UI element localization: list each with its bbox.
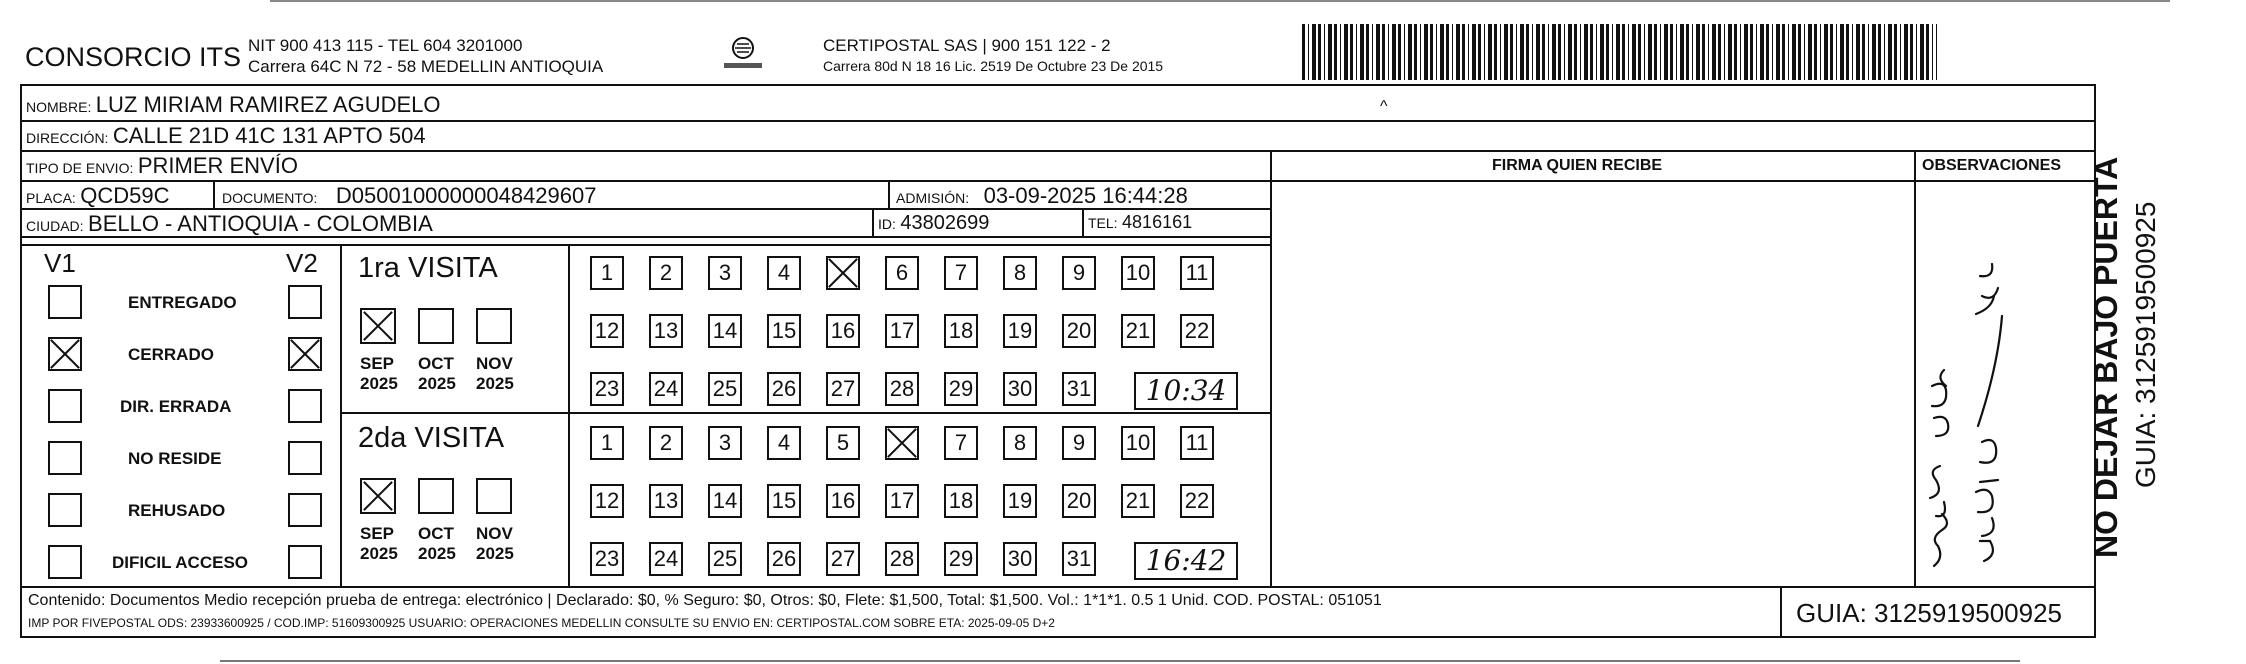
day-8-box[interactable]: 8: [1003, 256, 1037, 290]
day-28-box[interactable]: 28: [885, 542, 919, 576]
month-checkbox[interactable]: [360, 478, 396, 514]
tipo-row: [26, 153, 298, 179]
col-line-tel: [1082, 208, 1084, 236]
day-9-box[interactable]: 9: [1062, 426, 1096, 460]
month-checkbox[interactable]: [476, 308, 512, 344]
day-4-box[interactable]: 4: [767, 426, 801, 460]
ciudad-label: CIUDAD:: [26, 218, 84, 234]
firma-header: FIRMA QUIEN RECIBE: [1492, 157, 1663, 174]
visit-time-box: 10:34: [1134, 372, 1238, 410]
footer-guia: GUIA: 3125919500925: [1796, 598, 2062, 628]
bottom-edge-line: [220, 660, 2020, 662]
day-5-box[interactable]: 5: [826, 426, 860, 460]
month-checkbox[interactable]: [418, 308, 454, 344]
certipostal-logo-icon: [718, 34, 768, 74]
status-label: DIR. ERRADA: [120, 397, 232, 416]
v2-checkbox[interactable]: [288, 493, 322, 527]
day-26-box[interactable]: 26: [767, 372, 801, 406]
direccion-label: DIRECCIÓN:: [26, 130, 109, 146]
day-18-box[interactable]: 18: [944, 484, 978, 518]
day-12-box[interactable]: 12: [590, 484, 624, 518]
company-name: CONSORCIO ITS: [25, 42, 242, 72]
v1-checkbox[interactable]: [48, 545, 82, 579]
month-label: NOV: [476, 354, 513, 373]
day-7-box[interactable]: 7: [944, 256, 978, 290]
year-label: 2025: [418, 374, 456, 393]
day-19-box[interactable]: 19: [1003, 484, 1037, 518]
side-no-dejar: NO DEJAR BAJO PUERTA: [2088, 156, 2124, 558]
tipo-value: PRIMER ENVÍO: [137, 153, 298, 178]
day-1-box[interactable]: 1: [590, 426, 624, 460]
main-frame: [20, 84, 2096, 638]
day-27-box[interactable]: 27: [826, 372, 860, 406]
day-3-box[interactable]: 3: [708, 426, 742, 460]
day-1-box[interactable]: 1: [590, 256, 624, 290]
observaciones-header: OBSERVACIONES: [1922, 157, 2061, 174]
day-3-box[interactable]: 3: [708, 256, 742, 290]
day-13-box[interactable]: 13: [649, 484, 683, 518]
day-14-box[interactable]: 14: [708, 484, 742, 518]
documento-value: D05001000000048429607: [335, 183, 597, 208]
documento-row: [222, 183, 596, 209]
day-26-box[interactable]: 26: [767, 542, 801, 576]
year-label: 2025: [476, 374, 514, 393]
col-line-months: [568, 244, 570, 586]
col-line-status: [340, 244, 342, 586]
visit-title: 2da VISITA: [358, 422, 505, 454]
day-5-box[interactable]: [826, 256, 860, 290]
day-13-box[interactable]: 13: [649, 314, 683, 348]
visit-title: 1ra VISITA: [358, 252, 498, 284]
admision-label: ADMISIÓN:: [896, 190, 970, 206]
nombre-row: [26, 92, 441, 118]
status-label: ENTREGADO: [128, 293, 237, 312]
day-19-box[interactable]: 19: [1003, 314, 1037, 348]
day-9-box[interactable]: 9: [1062, 256, 1096, 290]
day-17-box[interactable]: 17: [885, 314, 919, 348]
v1-header: V1: [44, 248, 76, 278]
day-20-box[interactable]: 20: [1062, 484, 1096, 518]
tel-label: TEL:: [1088, 215, 1118, 231]
day-6-box[interactable]: [885, 426, 919, 460]
day-11-box[interactable]: 11: [1180, 426, 1214, 460]
status-label: DIFICIL ACCESO: [112, 553, 249, 572]
day-2-box[interactable]: 2: [649, 256, 683, 290]
placa-row: [26, 183, 170, 209]
day-22-box[interactable]: 22: [1180, 484, 1214, 518]
col-line-footer-guia: [1780, 586, 1782, 638]
handwritten-observation: [1916, 236, 2026, 576]
day-17-box[interactable]: 17: [885, 484, 919, 518]
footer-line2: IMP POR FIVEPOSTAL ODS: 23933600925 / COD.IMP: 51609300925 USUARIO: OPERACIONES MEDELLIN CONSULTE SU ENVIO EN: CERTIPOSTAL.COM SOBRE ETA: 2025-09-05 D+2: [28, 616, 1055, 630]
nombre-label: NOMBRE:: [26, 99, 92, 115]
company-line2: Carrera 64C N 72 - 58 MEDELLIN ANTIOQUIA: [248, 57, 604, 76]
day-21-box[interactable]: 21: [1121, 314, 1155, 348]
tel-row: [1088, 212, 1192, 233]
v2-checkbox[interactable]: [288, 285, 322, 319]
day-23-box[interactable]: 23: [590, 542, 624, 576]
v1-checkbox[interactable]: [48, 441, 82, 475]
id-row: [878, 212, 989, 235]
day-30-box[interactable]: 30: [1003, 372, 1037, 406]
direccion-row: [26, 123, 426, 149]
day-29-box[interactable]: 29: [944, 372, 978, 406]
day-15-box[interactable]: 15: [767, 314, 801, 348]
month-checkbox[interactable]: [360, 308, 396, 344]
id-value: 43802699: [900, 212, 990, 234]
day-16-box[interactable]: 16: [826, 484, 860, 518]
day-16-box[interactable]: 16: [826, 314, 860, 348]
month-label: NOV: [476, 524, 513, 543]
caret-icon: ^: [1380, 98, 1388, 115]
year-label: 2025: [476, 544, 514, 563]
day-14-box[interactable]: 14: [708, 314, 742, 348]
carrier-line1: CERTIPOSTAL SAS | 900 151 122 - 2: [823, 36, 1111, 55]
day-10-box[interactable]: 10: [1121, 426, 1155, 460]
day-31-box[interactable]: 31: [1062, 372, 1096, 406]
admision-row: [896, 183, 1188, 209]
row-line-1: [20, 120, 2096, 122]
nombre-value: LUZ MIRIAM RAMIREZ AGUDELO: [95, 92, 441, 117]
v2-checkbox[interactable]: [288, 441, 322, 475]
row-line-2: [20, 150, 2096, 152]
day-29-box[interactable]: 29: [944, 542, 978, 576]
day-2-box[interactable]: 2: [649, 426, 683, 460]
status-label: CERRADO: [128, 345, 214, 364]
day-7-box[interactable]: 7: [944, 426, 978, 460]
id-label: ID:: [878, 216, 896, 232]
status-label: REHUSADO: [128, 501, 226, 520]
day-11-box[interactable]: 11: [1180, 256, 1214, 290]
day-15-box[interactable]: 15: [767, 484, 801, 518]
status-label: NO RESIDE: [128, 449, 222, 468]
day-10-box[interactable]: 10: [1121, 256, 1155, 290]
placa-value: QCD59C: [80, 183, 170, 208]
day-31-box[interactable]: 31: [1062, 542, 1096, 576]
year-label: 2025: [418, 544, 456, 563]
day-25-box[interactable]: 25: [708, 372, 742, 406]
day-24-box[interactable]: 24: [649, 372, 683, 406]
placa-label: PLACA:: [26, 190, 76, 206]
col-line-admision: [888, 180, 890, 208]
documento-label: DOCUMENTO:: [222, 190, 318, 206]
month-label: SEP: [360, 354, 395, 373]
year-label: 2025: [360, 374, 398, 393]
v2-header: V2: [286, 248, 318, 278]
side-guia: GUIA: 3125919500925: [2130, 201, 2161, 488]
visit-time-box: 16:42: [1134, 542, 1238, 580]
day-23-box[interactable]: 23: [590, 372, 624, 406]
year-label: 2025: [360, 544, 398, 563]
footer-top-line: [20, 586, 2096, 588]
visit-divider-line: [340, 412, 1270, 414]
tipo-label: TIPO DE ENVIO:: [26, 160, 134, 176]
day-28-box[interactable]: 28: [885, 372, 919, 406]
top-edge-line: [270, 0, 2170, 2]
v2-checkbox[interactable]: [288, 337, 322, 371]
row-line-6: [20, 244, 1270, 246]
day-25-box[interactable]: 25: [708, 542, 742, 576]
v1-checkbox[interactable]: [48, 389, 82, 423]
month-label: OCT: [418, 354, 454, 373]
v2-checkbox[interactable]: [288, 545, 322, 579]
v1-checkbox[interactable]: [48, 285, 82, 319]
day-27-box[interactable]: 27: [826, 542, 860, 576]
v1-checkbox[interactable]: [48, 493, 82, 527]
day-18-box[interactable]: 18: [944, 314, 978, 348]
company-line1: NIT 900 413 115 - TEL 604 3201000: [248, 36, 523, 55]
tel-value: 4816161: [1122, 212, 1193, 232]
day-22-box[interactable]: 22: [1180, 314, 1214, 348]
direccion-value: CALLE 21D 41C 131 APTO 504: [112, 123, 426, 148]
carrier-line2: Carrera 80d N 18 16 Lic. 2519 De Octubre 23 De 2015: [823, 58, 1164, 74]
v1-checkbox[interactable]: [48, 337, 82, 371]
day-4-box[interactable]: 4: [767, 256, 801, 290]
month-label: SEP: [360, 524, 395, 543]
v2-checkbox[interactable]: [288, 389, 322, 423]
col-line-signature: [1270, 150, 1272, 586]
barcode: [1302, 24, 1937, 80]
month-label: OCT: [418, 524, 454, 543]
admision-value: 03-09-2025 16:44:28: [983, 183, 1188, 208]
day-12-box[interactable]: 12: [590, 314, 624, 348]
day-8-box[interactable]: 8: [1003, 426, 1037, 460]
row-line-3: [20, 180, 2096, 182]
footer-line1: Contenido: Documentos Medio recepción prueba de entrega: electrónico | Declarado: $0, % Seguro: $0, Otros: $0, Flete: $1,500, Total: $1,500. Vol.: 1*1*1. 0.5 1 Unid. COD. POSTAL: 051051: [28, 592, 1382, 609]
day-24-box[interactable]: 24: [649, 542, 683, 576]
ciudad-row: [26, 211, 433, 237]
col-line-placa: [213, 180, 215, 208]
month-checkbox[interactable]: [418, 478, 454, 514]
month-checkbox[interactable]: [476, 478, 512, 514]
day-21-box[interactable]: 21: [1121, 484, 1155, 518]
day-20-box[interactable]: 20: [1062, 314, 1096, 348]
day-6-box[interactable]: 6: [885, 256, 919, 290]
day-30-box[interactable]: 30: [1003, 542, 1037, 576]
col-line-id: [872, 208, 874, 236]
ciudad-value: BELLO - ANTIOQUIA - COLOMBIA: [88, 211, 433, 236]
